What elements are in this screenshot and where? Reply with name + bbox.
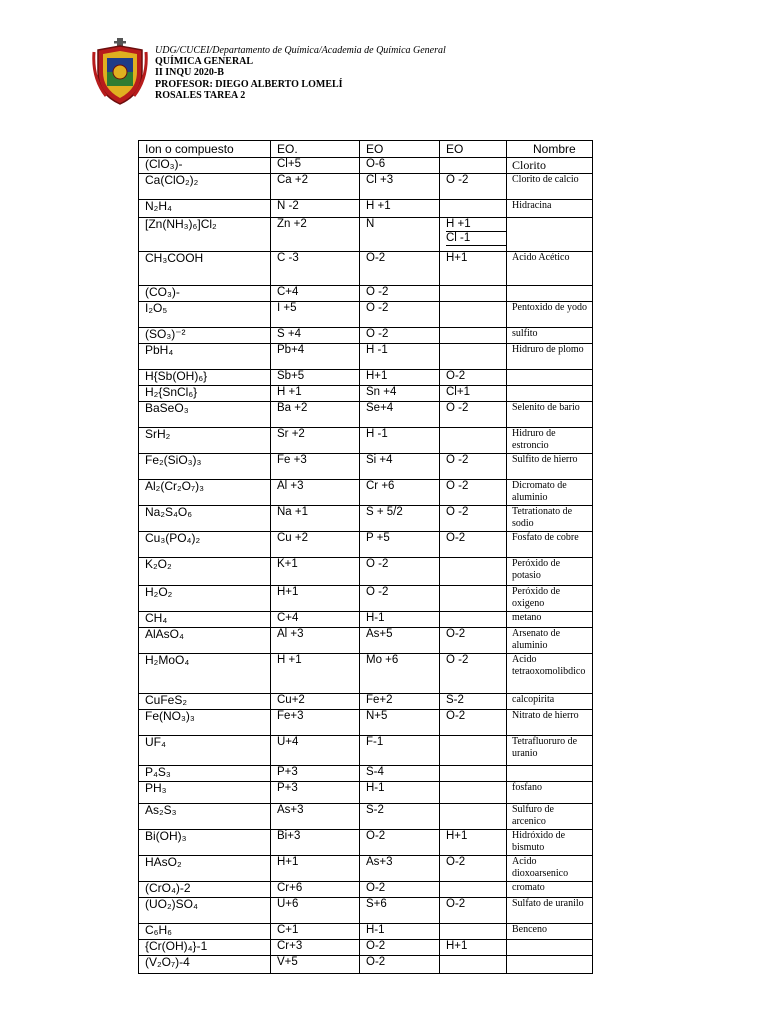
eo-1-cell: C+4	[271, 286, 360, 302]
name-cell: Sulfito de hierro	[507, 454, 593, 480]
name-cell: cromato	[507, 882, 593, 898]
eo-3-cell	[440, 782, 507, 804]
eo-3-cell: O -2	[440, 174, 507, 200]
table-row	[139, 480, 593, 506]
compound-cell: (UO₂)SO₄	[139, 898, 271, 924]
table-row	[139, 782, 593, 804]
header-eo-1: EO.	[271, 141, 360, 158]
compound-cell: Fe₂(SiO₃)₃	[139, 454, 271, 480]
department-line: UDG/CUCEI/Departamento de Química/Academia de Química General	[155, 45, 446, 56]
eo-3-cell: H+1	[440, 830, 507, 856]
name-cell: Peróxido de potasio	[507, 558, 593, 586]
eo-2-cell: O-6	[360, 158, 440, 174]
compound-cell: Na₂S₄O₆	[139, 506, 271, 532]
eo-3-cell	[440, 924, 507, 940]
table-row	[139, 386, 593, 402]
name-cell: Sulfuro de arcenico	[507, 804, 593, 830]
table-row	[139, 218, 593, 252]
table-row	[139, 402, 593, 428]
eo-1-cell: H+1	[271, 586, 360, 612]
name-cell	[507, 370, 593, 386]
name-cell: Clorito de calcio	[507, 174, 593, 200]
eo-2-cell: S + 5/2	[360, 506, 440, 532]
eo-2-cell: Sn +4	[360, 386, 440, 402]
eo-3-stacked-value: H +1	[446, 218, 507, 232]
name-cell	[507, 766, 593, 782]
compound-cell: PH₃	[139, 782, 271, 804]
name-cell: fosfano	[507, 782, 593, 804]
compound-cell: PbH₄	[139, 344, 271, 370]
eo-1-cell: K+1	[271, 558, 360, 586]
eo-1-cell: Fe +3	[271, 454, 360, 480]
eo-1-cell: V+5	[271, 956, 360, 974]
eo-3-cell: Cl+1	[440, 386, 507, 402]
eo-2-cell: Fe+2	[360, 694, 440, 710]
name-cell: Clorito	[507, 158, 593, 174]
compound-cell: Al₂(Cr₂O₇)₃	[139, 480, 271, 506]
table-row	[139, 286, 593, 302]
table-row	[139, 956, 593, 974]
university-shield-logo	[92, 38, 148, 106]
compound-cell: BaSeO₃	[139, 402, 271, 428]
eo-1-cell: H+1	[271, 856, 360, 882]
eo-1-cell: N -2	[271, 200, 360, 218]
eo-1-cell: Ba +2	[271, 402, 360, 428]
eo-1-cell: Sr +2	[271, 428, 360, 454]
eo-1-cell: H +1	[271, 654, 360, 694]
name-cell: Selenito de bario	[507, 402, 593, 428]
eo-2-cell: O -2	[360, 302, 440, 328]
eo-3-cell	[440, 882, 507, 898]
compound-cell: {Cr(OH)₄}-1	[139, 940, 271, 956]
table-row	[139, 882, 593, 898]
name-cell	[507, 386, 593, 402]
eo-3-cell	[440, 558, 507, 586]
eo-2-cell: Se+4	[360, 402, 440, 428]
eo-3-cell	[440, 766, 507, 782]
header-name: Nombre	[507, 141, 593, 158]
compound-cell: (CrO₄)-2	[139, 882, 271, 898]
eo-3-cell	[440, 200, 507, 218]
group-code: II INQU 2020-B	[155, 67, 224, 79]
table-row	[139, 328, 593, 344]
name-cell: Sulfato de uranilo	[507, 898, 593, 924]
eo-1-cell: Cr+6	[271, 882, 360, 898]
name-cell: calcopirita	[507, 694, 593, 710]
eo-1-cell: Cl+5	[271, 158, 360, 174]
name-cell: Hidruro de estroncio	[507, 428, 593, 454]
name-cell	[507, 286, 593, 302]
table-row	[139, 856, 593, 882]
eo-2-cell: O -2	[360, 558, 440, 586]
compound-cell: CH₄	[139, 612, 271, 628]
compound-cell: AlAsO₄	[139, 628, 271, 654]
eo-2-cell: Cr +6	[360, 480, 440, 506]
table-row	[139, 628, 593, 654]
eo-1-cell: Ca +2	[271, 174, 360, 200]
name-cell: Benceno	[507, 924, 593, 940]
eo-3-cell	[440, 736, 507, 766]
eo-1-cell: H +1	[271, 386, 360, 402]
eo-1-cell: P+3	[271, 782, 360, 804]
table-row	[139, 302, 593, 328]
header-compound: Ion o compuesto	[139, 141, 271, 158]
eo-2-cell: N	[360, 218, 440, 252]
eo-2-cell: H +1	[360, 200, 440, 218]
name-cell: Dicromato de aluminio	[507, 480, 593, 506]
table-row	[139, 804, 593, 830]
compound-cell: Bi(OH)₃	[139, 830, 271, 856]
name-cell: Ácido Acético	[507, 252, 593, 286]
compound-cell: (ClO₃)-	[139, 158, 271, 174]
eo-2-cell: H -1	[360, 344, 440, 370]
table-row	[139, 344, 593, 370]
professor-line: PROFESOR: DIEGO ALBERTO LOMELÍ	[155, 78, 343, 90]
name-cell	[507, 956, 593, 974]
header-eo-3: EO	[440, 141, 507, 158]
eo-2-cell: O-2	[360, 830, 440, 856]
oxidation-states-table	[138, 140, 593, 974]
compound-cell: H₂O₂	[139, 586, 271, 612]
table-row	[139, 694, 593, 710]
eo-3-cell	[440, 612, 507, 628]
table-row	[139, 200, 593, 218]
eo-3-cell	[440, 428, 507, 454]
name-cell: Acido tetraoxomolibdico	[507, 654, 593, 694]
professor-line-2: ROSALES TAREA 2	[155, 89, 246, 101]
compound-cell: P₄S₃	[139, 766, 271, 782]
eo-2-cell: O-2	[360, 252, 440, 286]
table-row	[139, 766, 593, 782]
table-row	[139, 428, 593, 454]
eo-2-cell: O -2	[360, 586, 440, 612]
eo-3-cell: O -2	[440, 402, 507, 428]
eo-2-cell: H-1	[360, 924, 440, 940]
eo-1-cell: C+4	[271, 612, 360, 628]
name-cell: Pentoxido de yodo	[507, 302, 593, 328]
eo-3-cell: O -2	[440, 506, 507, 532]
eo-3-cell	[440, 344, 507, 370]
eo-3-cell: O-2	[440, 532, 507, 558]
eo-1-cell: Bi+3	[271, 830, 360, 856]
compound-cell: (SO₃)⁻²	[139, 328, 271, 344]
table-row	[139, 506, 593, 532]
eo-3-cell	[440, 956, 507, 974]
table-row	[139, 654, 593, 694]
eo-2-cell: Cl +3	[360, 174, 440, 200]
compound-cell: Cu₃(PO₄)₂	[139, 532, 271, 558]
eo-1-cell: Zn +2	[271, 218, 360, 252]
eo-2-cell: O -2	[360, 328, 440, 344]
eo-2-cell: S-2	[360, 804, 440, 830]
name-cell: Tetrationato de sodio	[507, 506, 593, 532]
name-cell: sulfito	[507, 328, 593, 344]
eo-1-cell: Cr+3	[271, 940, 360, 956]
eo-3-cell: O-2	[440, 370, 507, 386]
eo-2-cell: O -2	[360, 286, 440, 302]
eo-1-cell: I +5	[271, 302, 360, 328]
name-cell: Fosfato de cobre	[507, 532, 593, 558]
eo-3-stacked-value: Cl -1	[446, 232, 507, 246]
eo-2-cell: S-4	[360, 766, 440, 782]
eo-3-cell	[440, 158, 507, 174]
eo-2-cell: N+5	[360, 710, 440, 736]
name-cell: Arsenato de aluminio	[507, 628, 593, 654]
eo-3-cell: O-2	[440, 628, 507, 654]
table-row	[139, 710, 593, 736]
name-cell: Hidróxido de bismuto	[507, 830, 593, 856]
compound-cell: H₂{SnCl₆}	[139, 386, 271, 402]
name-cell: Acido dioxoarsenico	[507, 856, 593, 882]
eo-2-cell: As+5	[360, 628, 440, 654]
name-cell: Nitrato de hierro	[507, 710, 593, 736]
table-row	[139, 736, 593, 766]
eo-1-cell: P+3	[271, 766, 360, 782]
eo-3-cell: H+1	[440, 940, 507, 956]
eo-1-cell: U+4	[271, 736, 360, 766]
table-row	[139, 558, 593, 586]
name-cell: metano	[507, 612, 593, 628]
eo-3-cell: O -2	[440, 654, 507, 694]
eo-3-cell: O -2	[440, 480, 507, 506]
name-cell: Hidruro de plomo	[507, 344, 593, 370]
compound-cell: As₂S₃	[139, 804, 271, 830]
header-eo-2: EO	[360, 141, 440, 158]
eo-2-cell: O-2	[360, 956, 440, 974]
name-cell	[507, 218, 593, 252]
eo-2-cell: H+1	[360, 370, 440, 386]
compound-cell: [Zn(NH₃)₆]Cl₂	[139, 218, 271, 252]
eo-1-cell: S +4	[271, 328, 360, 344]
compound-cell: (CO₃)-	[139, 286, 271, 302]
eo-3-cell: S-2	[440, 694, 507, 710]
eo-3-cell: O-2	[440, 710, 507, 736]
table-header-row	[139, 141, 593, 158]
eo-3-cell	[440, 328, 507, 344]
eo-3-cell	[440, 286, 507, 302]
table-row	[139, 370, 593, 386]
eo-1-cell: U+6	[271, 898, 360, 924]
eo-1-cell: Cu+2	[271, 694, 360, 710]
table-row	[139, 940, 593, 956]
eo-2-cell: H-1	[360, 612, 440, 628]
table-row	[139, 532, 593, 558]
table-row	[139, 924, 593, 940]
table-row	[139, 158, 593, 174]
eo-2-cell: H-1	[360, 782, 440, 804]
eo-1-cell: Sb+5	[271, 370, 360, 386]
table-row	[139, 612, 593, 628]
eo-1-cell: Fe+3	[271, 710, 360, 736]
eo-1-cell: Na +1	[271, 506, 360, 532]
compound-cell: I₂O₅	[139, 302, 271, 328]
compound-cell: K₂O₂	[139, 558, 271, 586]
eo-3-cell	[440, 302, 507, 328]
eo-3-cell: O -2	[440, 454, 507, 480]
table-row	[139, 586, 593, 612]
compound-cell: CuFeS₂	[139, 694, 271, 710]
course-title: QUÍMICA GENERAL	[155, 56, 254, 68]
eo-2-cell: O-2	[360, 882, 440, 898]
eo-3-cell	[440, 804, 507, 830]
compound-cell: SrH₂	[139, 428, 271, 454]
table-row	[139, 830, 593, 856]
name-cell: Peróxido de oxigeno	[507, 586, 593, 612]
eo-1-cell: Al +3	[271, 480, 360, 506]
eo-2-cell: S+6	[360, 898, 440, 924]
eo-1-cell: Cu +2	[271, 532, 360, 558]
eo-2-cell: Si +4	[360, 454, 440, 480]
compound-cell: H₂MoO₄	[139, 654, 271, 694]
name-cell: Hidracina	[507, 200, 593, 218]
eo-2-cell: F-1	[360, 736, 440, 766]
compound-cell: (V₂O₇)-4	[139, 956, 271, 974]
eo-3-stack	[446, 218, 507, 246]
eo-2-cell: P +5	[360, 532, 440, 558]
compound-cell: Fe(NO₃)₃	[139, 710, 271, 736]
table-row	[139, 898, 593, 924]
eo-3-cell: O-2	[440, 856, 507, 882]
eo-3-cell	[440, 218, 507, 252]
eo-1-cell: C+1	[271, 924, 360, 940]
eo-1-cell: C -3	[271, 252, 360, 286]
eo-2-cell: O-2	[360, 940, 440, 956]
table-row	[139, 454, 593, 480]
compound-cell: Ca(ClO₂)₂	[139, 174, 271, 200]
compound-cell: HAsO₂	[139, 856, 271, 882]
document-header	[155, 45, 446, 101]
eo-2-cell: Mo +6	[360, 654, 440, 694]
eo-3-cell: O-2	[440, 898, 507, 924]
eo-1-cell: As+3	[271, 804, 360, 830]
compound-cell: CH₃COOH	[139, 252, 271, 286]
eo-1-cell: Pb+4	[271, 344, 360, 370]
table-row	[139, 252, 593, 286]
table-row	[139, 174, 593, 200]
name-cell	[507, 940, 593, 956]
eo-3-cell	[440, 586, 507, 612]
compound-cell: UF₄	[139, 736, 271, 766]
name-cell: Tetrafluoruro de uranio	[507, 736, 593, 766]
eo-2-cell: As+3	[360, 856, 440, 882]
compound-cell: N₂H₄	[139, 200, 271, 218]
compound-cell: H{Sb(OH)₆}	[139, 370, 271, 386]
eo-1-cell: Al +3	[271, 628, 360, 654]
eo-3-cell: H+1	[440, 252, 507, 286]
compound-cell: C₆H₆	[139, 924, 271, 940]
eo-2-cell: H -1	[360, 428, 440, 454]
